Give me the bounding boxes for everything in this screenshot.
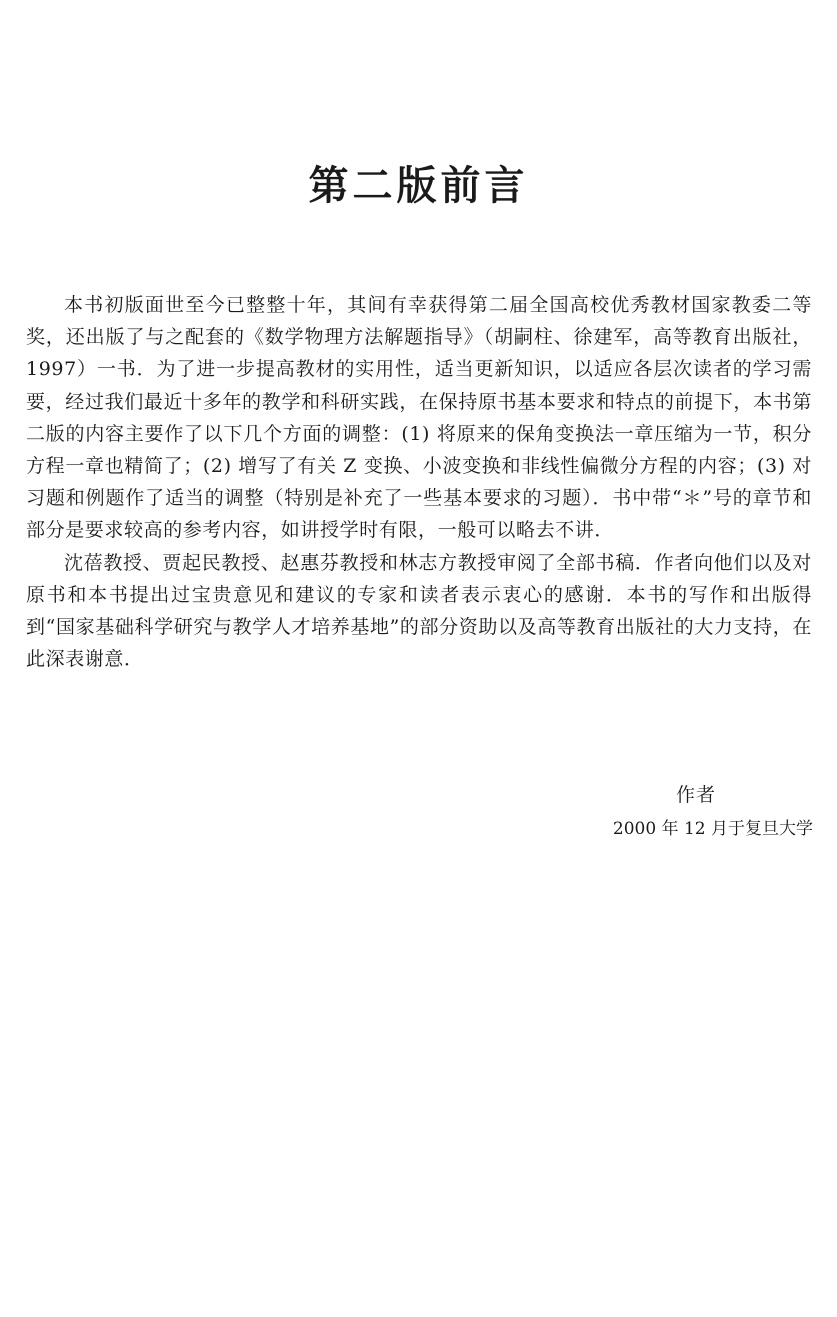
signature-date-place: 2000 年 12 月于复旦大学 <box>612 819 813 839</box>
paragraph-2: 沈蓓教授、贾起民教授、赵惠芬教授和林志方教授审阅了全部书稿．作者向他们以及对原书和本书提出过宝贵意见和建议的专家和读者表示衷心的感谢．本书的写作和出版得到“国家基础科学研究与教学人才培养基地”的部分资助以及高等教育出版社的大力支持，在此深表谢意． <box>26 551 812 671</box>
signature-author: 作者 <box>676 784 717 806</box>
preface-body <box>26 289 812 675</box>
paragraph-1: 本书初版面世至今已整整十年，其间有幸获得第二届全国高校优秀教材国家教委二等奖，还出版了与之配套的《数学物理方法解题指导》（胡嗣柱、徐建军，高等教育出版社，1997）一书．为了进一步提高教材的实用性，适当更新知识，以适应各层次读者的学习需要，经过我们最近十多年的教学和科研实践，在保持原书基本要求和特点的前提下，本书第二版的内容主要作了以下几个方面的调整：(1) 将原来的保角变换法一章压缩为一节，积分方程一章也精简了；(2) 增写了有关 Z 变换、小波变换和非线性偏微分方程的内容；(3) 对习题和例题作了适当的调整（特别是补充了一些基本要求的习题）．书中带“＊”号的章节和部分是要求较高的参考内容，如讲授学时有限，一般可以略去不讲． <box>26 294 812 542</box>
page-title: 第二版前言 <box>308 162 529 209</box>
